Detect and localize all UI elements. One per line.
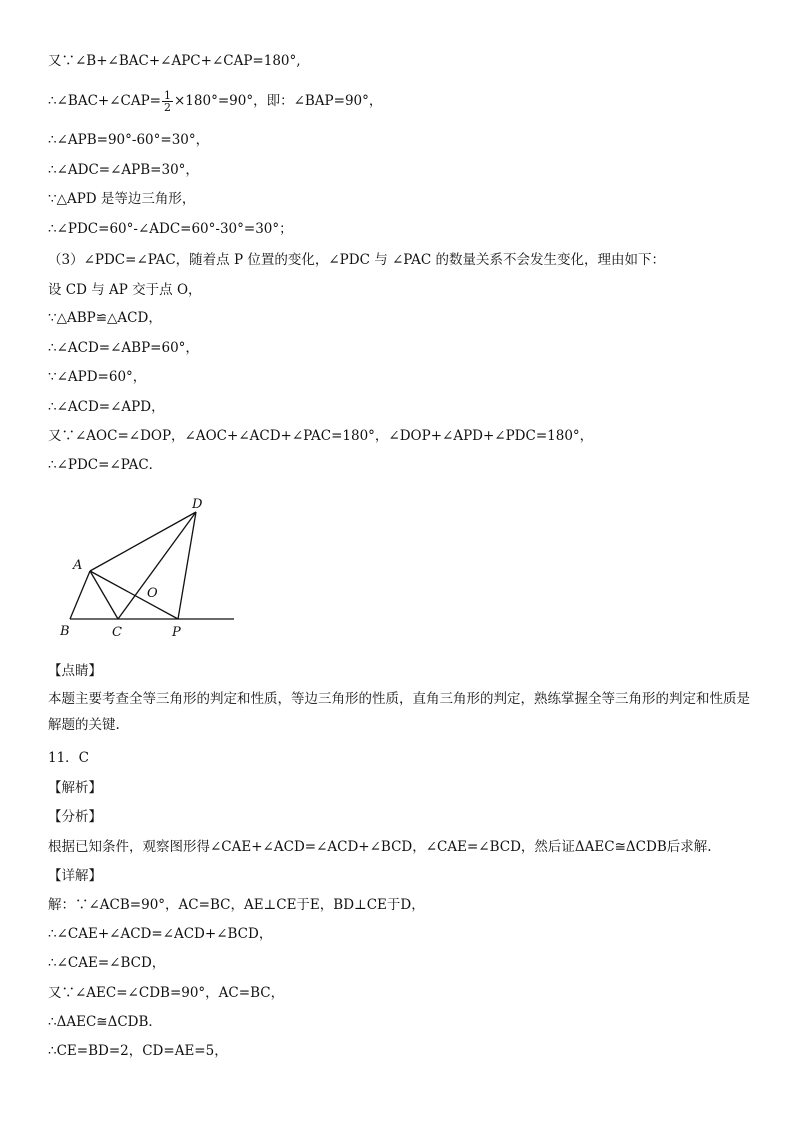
point-label-c: C bbox=[112, 625, 122, 640]
solution-line: 又∵∠AEC=∠CDB=90°，AC=BC， bbox=[48, 985, 285, 1001]
solution-line: ∴∠CAE+∠ACD=∠ACD+∠BCD， bbox=[48, 926, 273, 942]
question-answer: 11．C bbox=[48, 750, 90, 766]
proof-line: ∴∠PDC=∠PAC． bbox=[48, 457, 163, 473]
proof-line: ∵△APD 是等边三角形， bbox=[48, 191, 196, 207]
segment-cd bbox=[118, 512, 196, 619]
proof-line: ∵△ABP≌△ACD， bbox=[48, 310, 162, 326]
proof-line: ∴∠ADC=∠APB=30°， bbox=[48, 162, 199, 178]
section-heading-xiangjie: 【详解】 bbox=[48, 868, 102, 884]
solution-line: ∴CE=BD=2，CD=AE=5， bbox=[48, 1043, 228, 1059]
fraction bbox=[162, 90, 173, 113]
proof-line: ∴∠ACD=∠APD， bbox=[48, 399, 165, 415]
proof-line: ∴∠PDC=60°-∠ADC=60°-30°=30°； bbox=[48, 221, 293, 237]
fraction-numerator: 1 bbox=[164, 89, 171, 102]
proof-line: ∴∠ACD=∠ABP=60°， bbox=[48, 340, 199, 356]
proof-text: ×180°=90°，即：∠BAP=90°， bbox=[174, 93, 383, 109]
proof-line: ∴∠APB=90°-60°=30°， bbox=[48, 132, 210, 148]
section-heading-jiexi: 【解析】 bbox=[48, 780, 102, 796]
segment-ab bbox=[70, 571, 90, 619]
proof-line bbox=[48, 90, 382, 113]
fenxi-paragraph: 根据已知条件，观察图形得∠CAE+∠ACD=∠ACD+∠BCD，∠CAE=∠BCD，然后证ΔAEC≅ΔCDB后求解. bbox=[48, 839, 712, 855]
solution-line: ∴ΔAEC≅ΔCDB． bbox=[48, 1014, 162, 1030]
proof-line: 又∵∠B+∠BAC+∠APC+∠CAP=180°, bbox=[48, 53, 301, 69]
segment-ad bbox=[90, 512, 196, 571]
proof-line: （3）∠PDC=∠PAC，随着点 P 位置的变化，∠PDC 与 ∠PAC 的数量关系不会发生变化，理由如下： bbox=[48, 252, 666, 268]
dianjing-paragraph: 本题主要考查全等三角形的判定和性质，等边三角形的性质，直角三角形的判定，熟练掌握全等三角形的判定和性质是解题的关键. bbox=[48, 691, 750, 733]
geometry-figure bbox=[48, 492, 248, 642]
point-label-b: B bbox=[60, 624, 70, 639]
section-heading-fenxi: 【分析】 bbox=[48, 809, 102, 825]
segment-ap bbox=[90, 571, 178, 619]
section-heading-dianjing: 【点睛】 bbox=[48, 663, 102, 679]
solution-line: 解：∵∠ACB=90°，AC=BC，AE⊥CE于E，BD⊥CE于D， bbox=[48, 897, 425, 913]
point-label-d: D bbox=[192, 497, 203, 512]
proof-line: ∵∠APD=60°， bbox=[48, 369, 147, 385]
proof-text: ∴∠BAC+∠CAP= bbox=[48, 93, 161, 109]
solution-line: ∴∠CAE=∠BCD， bbox=[48, 955, 166, 971]
fraction-denominator: 2 bbox=[164, 101, 171, 114]
proof-line: 设 CD 与 AP 交于点 O， bbox=[48, 282, 202, 298]
point-label-o: O bbox=[147, 586, 158, 601]
segment-dp bbox=[178, 512, 196, 619]
point-label-p: P bbox=[172, 625, 181, 640]
proof-line: 又∵∠AOC=∠DOP，∠AOC+∠ACD+∠PAC=180°，∠DOP+∠APD+∠PDC=180°， bbox=[48, 428, 594, 444]
point-label-a: A bbox=[73, 558, 83, 573]
